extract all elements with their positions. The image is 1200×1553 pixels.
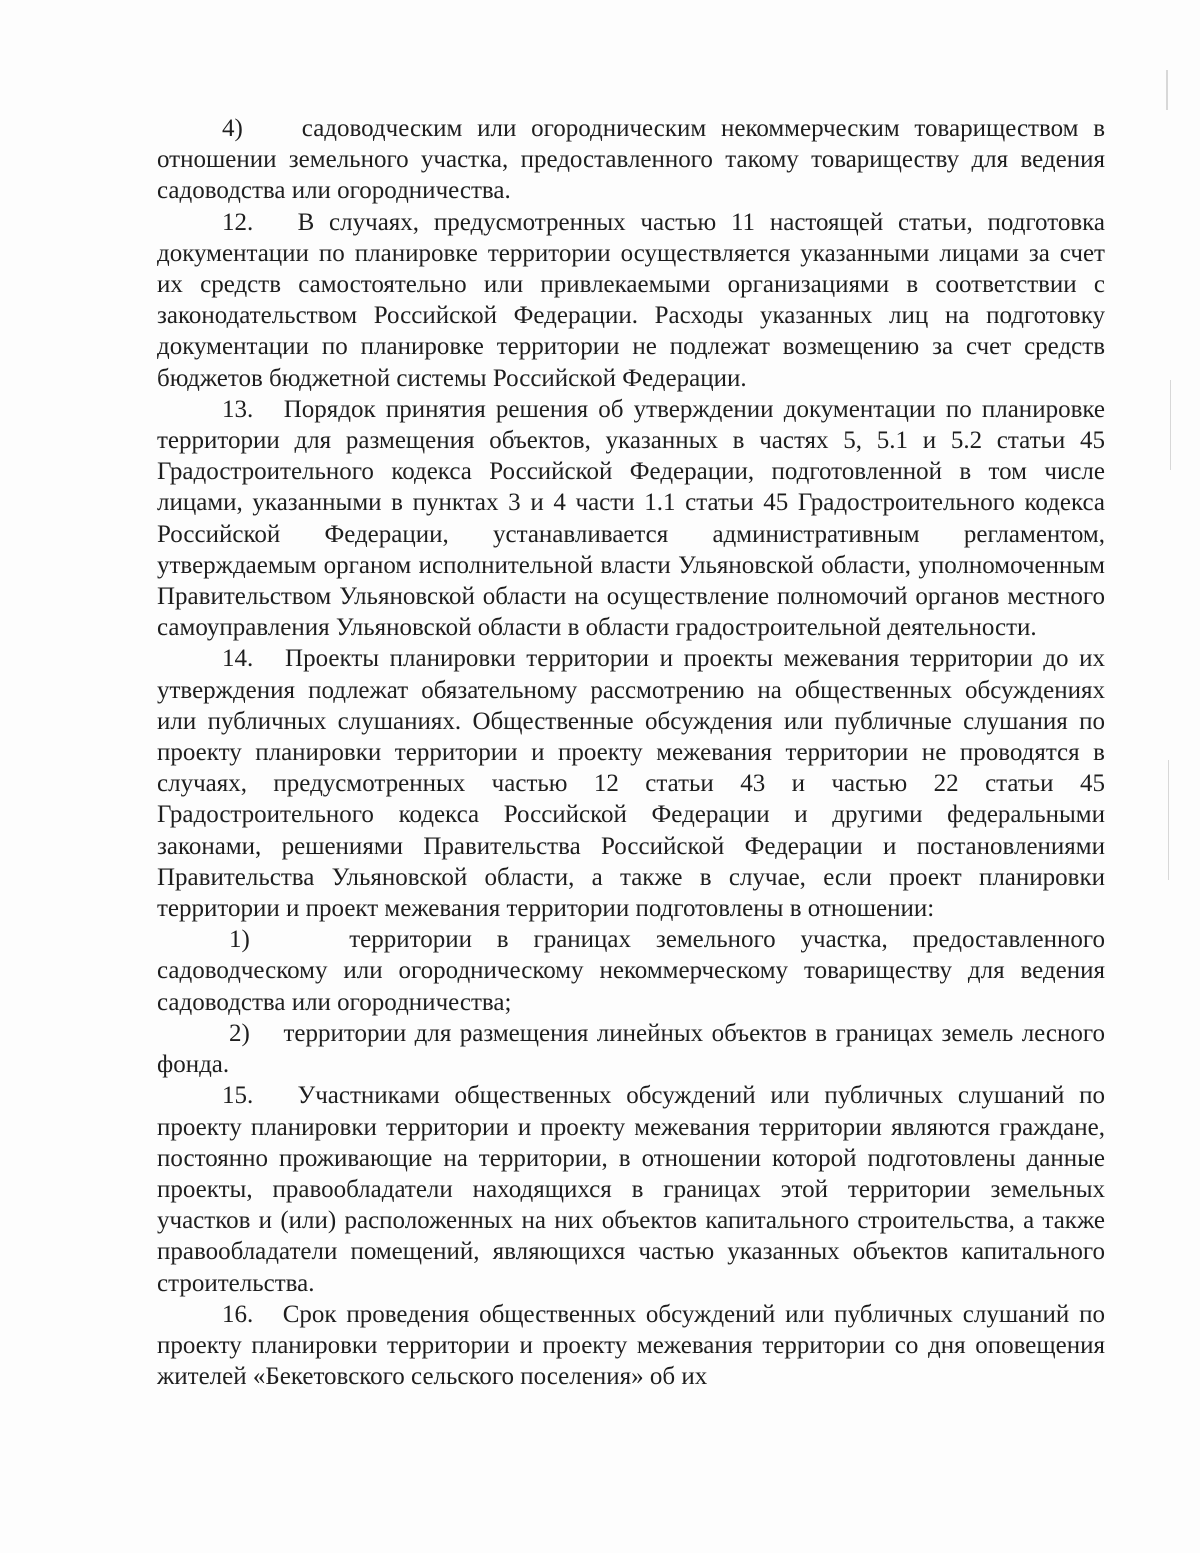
scan-edge-mark (1168, 760, 1169, 880)
document-body (157, 113, 1105, 1392)
scan-edge-mark (1166, 70, 1168, 110)
paragraph-14: 14. Проекты планировки территории и проекты межевания территории до их утверждения подлежат обязательному рассмотрению на общественных обсуждениях или публичных слушаниях. Общественные обсуждения или публичные слушания по проекту планировки территории и проекту межевания территории не проводятся в случаях, предусмотренных частью 12 статьи 43 и частью 22 статьи 45 Градостроительного кодекса Российской Федерации и другими федеральными законами, решениями Правительства Российской Федерации и постановлениями Правительства Ульяновской области, а также в случае, если проект планировки территории и проект межевания территории подготовлены в отношении: (157, 645, 1105, 923)
paragraph-item-4: 4) садоводческим или огородническим некоммерческим товариществом в отношении земельного участка, предоставленного такому товариществу для ведения садоводства или огородничества. (157, 115, 1105, 205)
paragraph-13: 13. Порядок принятия решения об утверждении документации по планировке территории для размещения объектов, указанных в частях 5, 5.1 и 5.2 статьи 45 Градостроительного кодекса Российской Федерации, подготовленной в том числе лицами, указанными в пунктах 3 и 4 части 1.1 статьи 45 Градостроительного кодекса Российской Федерации, устанавливается административным регламентом, утверждаемым органом исполнительной власти Ульяновской области, уполномоченным Правительством Ульяновской области на осуществление полномочий органов местного самоуправления Ульяновской области в области градостроительной деятельности. (157, 395, 1105, 642)
paragraph-15: 15. Участниками общественных обсуждений или публичных слушаний по проекту планировки территории и проекту межевания территории являются граждане, постоянно проживающие на территории, в отношении которой подготовлены данные проекты, правообладатели находящихся в границах этой территории земельных участков и (или) расположенных на них объектов капитального строительства, а также правообладатели помещений, являющихся частью указанных объектов капитального строительства. (157, 1082, 1105, 1297)
paragraph-14-item-2: 2) территории для размещения линейных объектов в границах земель лесного фонда. (157, 1019, 1105, 1079)
paragraph-12: 12. В случаях, предусмотренных частью 11 настоящей статьи, подготовка документации по планировке территории осуществляется указанными лицами за счет их средств самостоятельно или привлекаемыми организациями в соответствии с законодательством Российской Федерации. Расходы указанных лиц на подготовку документации по планировке территории не подлежат возмещению за счет средств бюджетов бюджетной системы Российской Федерации. (157, 208, 1105, 392)
scan-edge-mark (1170, 380, 1171, 470)
paragraph-16: 16. Срок проведения общественных обсуждений или публичных слушаний по проекту планировки территории и проекту межевания территории со дня оповещения жителей «Бекетовского сельского поселения» об их (157, 1300, 1105, 1391)
paragraph-14-item-1: 1) территории в границах земельного участка, предоставленного садоводческому или огородническому некоммерческому товариществу для ведения садоводства или огородничества; (157, 926, 1105, 1016)
